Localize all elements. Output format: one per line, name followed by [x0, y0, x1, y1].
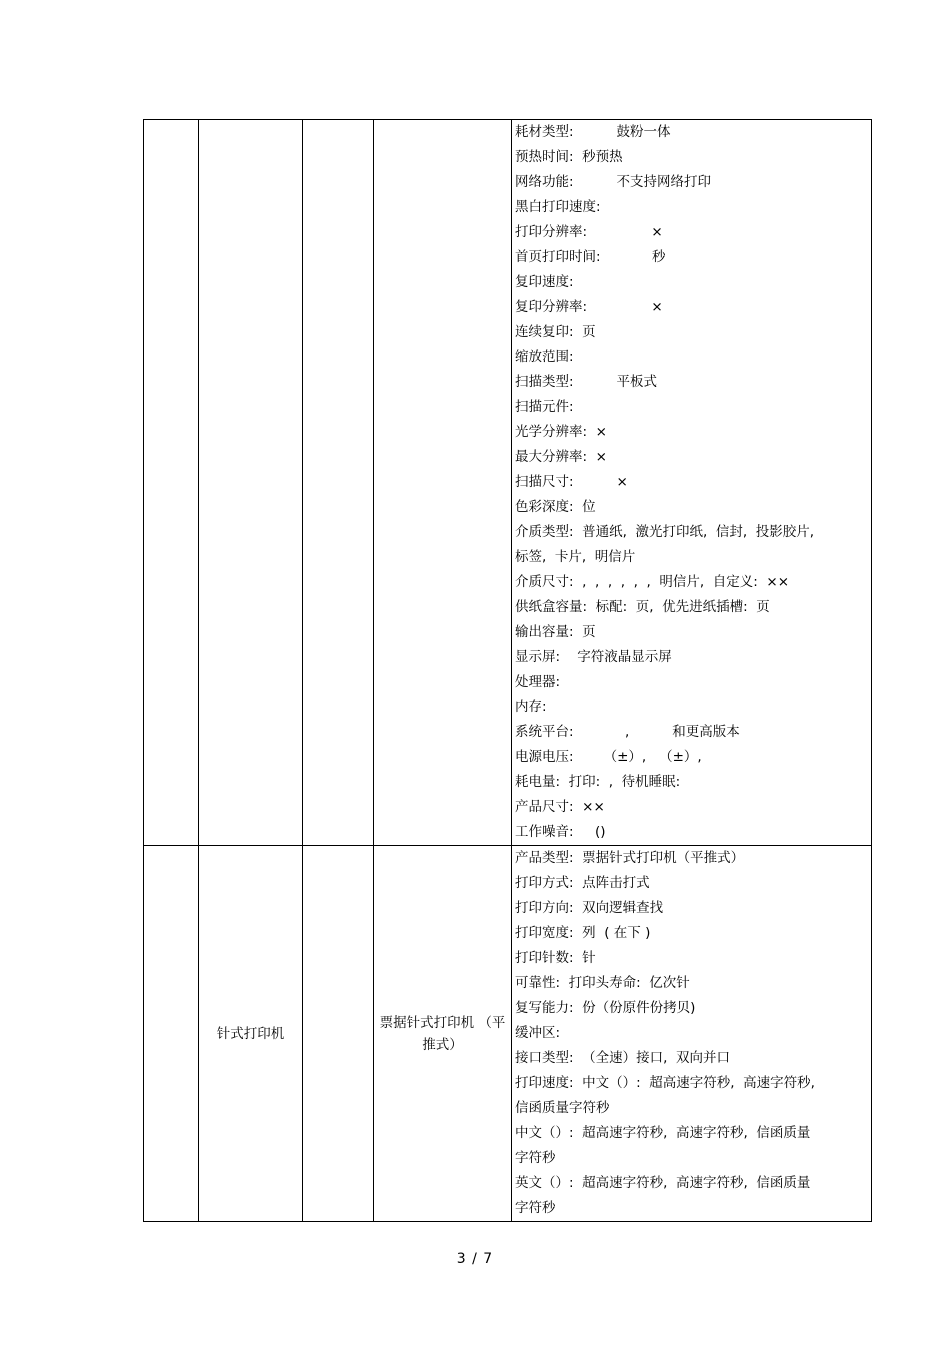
spec-line: 介质类型: 普通纸, 激光打印纸, 信封, 投影胶片, [515, 524, 815, 540]
spec-line: 耗电量: 打印: , 待机睡眠: [515, 774, 681, 790]
quantity-cell [303, 120, 374, 846]
spec-cell [512, 120, 872, 846]
spec-line: 接口类型: （全速）接口, 双向并口 [515, 1050, 731, 1066]
spec-line: 显示屏: 字符液晶显示屏 [515, 649, 672, 665]
spec-line: 色彩深度: 位 [515, 499, 596, 515]
spec-line: 复印速度: [515, 274, 574, 290]
spec-line: 打印速度: 中文（）: 超高速字符秒, 高速字符秒, [515, 1075, 815, 1091]
spec-line: 打印宽度: 列 ( 在下 ) [515, 925, 651, 941]
spec-lines [512, 846, 871, 1221]
table-row [144, 120, 872, 846]
spec-line: 输出容量: 页 [515, 624, 596, 640]
quantity-cell [303, 846, 374, 1222]
spec-line: 可靠性: 打印头寿命: 亿次针 [515, 975, 690, 991]
spec-line: 信函质量字符秒 [515, 1100, 610, 1116]
spec-line: 打印方式: 点阵击打式 [515, 875, 650, 891]
spec-line: 产品类型: 票据针式打印机（平推式） [515, 850, 745, 866]
spec-line: 英文（）: 超高速字符秒, 高速字符秒, 信函质量 [515, 1175, 811, 1191]
spec-line: 处理器: [515, 674, 561, 690]
spec-line: 网络功能: 不支持网络打印 [515, 174, 711, 190]
spec-cell [512, 846, 872, 1222]
spec-line: 扫描类型: 平板式 [515, 374, 657, 390]
spec-line: 光学分辨率: × [515, 424, 607, 440]
spec-line: 供纸盒容量: 标配: 页, 优先进纸插槽: 页 [515, 599, 770, 615]
spec-line: 字符秒 [515, 1150, 556, 1166]
index-cell [144, 120, 199, 846]
spec-line: 字符秒 [515, 1200, 556, 1216]
spec-line: 扫描尺寸: × [515, 474, 628, 490]
product-name-cell [199, 120, 303, 846]
spec-line: 最大分辨率: × [515, 449, 607, 465]
spec-line: 打印方向: 双向逻辑查找 [515, 900, 664, 916]
index-cell [144, 846, 199, 1222]
spec-line: 产品尺寸: ×× [515, 799, 605, 815]
model-cell: 票据针式打印机 （平推式） [374, 846, 512, 1222]
spec-line: 耗材类型: 鼓粉一体 [515, 124, 671, 140]
page-number: 3 / 7 [456, 1251, 494, 1267]
spec-line: 复写能力: 份（份原件份拷贝) [515, 1000, 696, 1016]
spec-line: 打印针数: 针 [515, 950, 596, 966]
spec-lines [512, 120, 871, 845]
spec-line: 中文（）: 超高速字符秒, 高速字符秒, 信函质量 [515, 1125, 811, 1141]
product-name-cell: 针式打印机 [199, 846, 303, 1222]
spec-line: 标签, 卡片, 明信片 [515, 549, 636, 565]
spec-line: 系统平台: , 和更高版本 [515, 724, 740, 740]
spec-line: 预热时间: 秒预热 [515, 149, 623, 165]
spec-line: 扫描元件: [515, 399, 574, 415]
spec-line: 缩放范围: [515, 349, 574, 365]
spec-table [143, 119, 872, 1222]
spec-line: 连续复印: 页 [515, 324, 596, 340]
spec-line: 打印分辨率: × [515, 224, 663, 240]
spec-line: 内存: [515, 699, 547, 715]
spec-line: 介质尺寸: , , , , , , 明信片, 自定义: ×× [515, 574, 790, 590]
spec-line: 首页打印时间: 秒 [515, 249, 666, 265]
spec-line: 缓冲区: [515, 1025, 561, 1041]
table-row [144, 846, 872, 1222]
spec-line: 复印分辨率: × [515, 299, 663, 315]
spec-line: 黑白打印速度: [515, 199, 601, 215]
spec-line: 电源电压: （±）, （±）, [515, 749, 702, 765]
spec-line: 工作噪音: () [515, 824, 606, 840]
model-cell [374, 120, 512, 846]
